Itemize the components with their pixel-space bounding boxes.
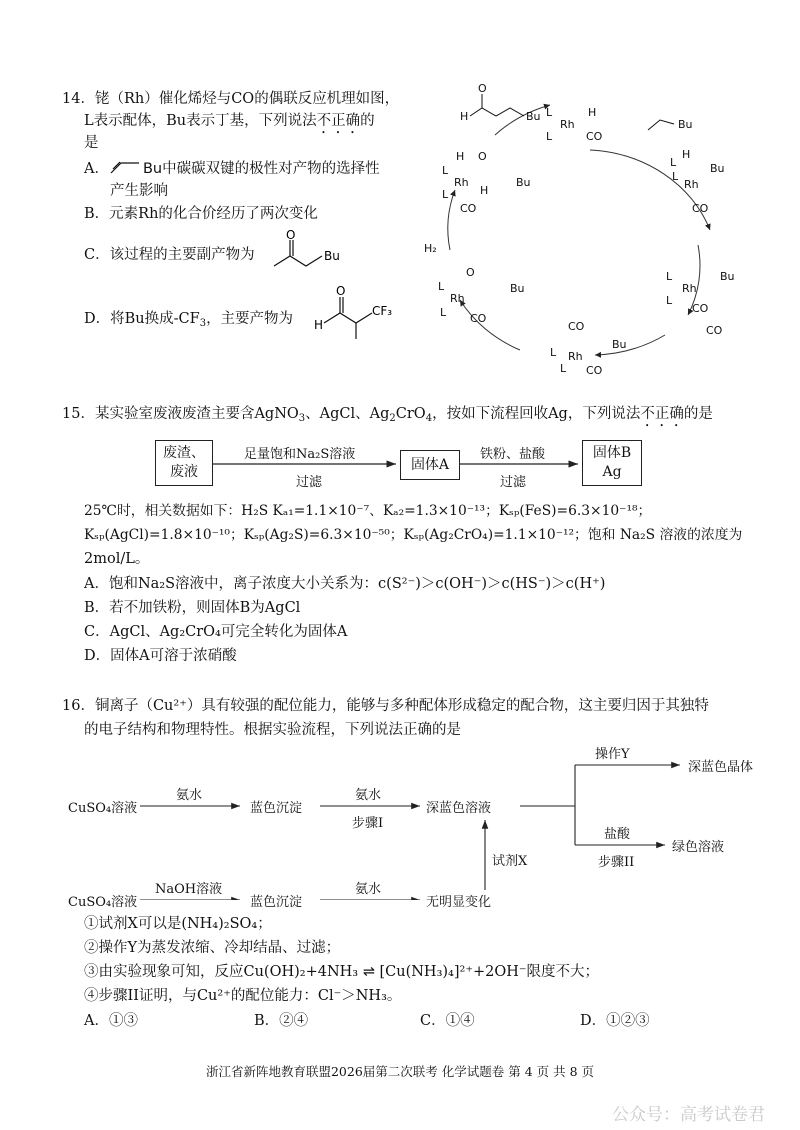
svg-text:L: L (670, 156, 677, 169)
q16-option-c: C．①④ (420, 1013, 475, 1029)
svg-text:Bu: Bu (678, 118, 693, 131)
svg-text:H: H (460, 110, 469, 123)
svg-text:Bu: Bu (720, 270, 735, 283)
branch-bottom-top: 盐酸 (604, 827, 631, 842)
svg-text:CO: CO (706, 324, 723, 337)
q14-stem-line3: 是 (84, 135, 99, 151)
reagent-x-label: 试剂X (492, 854, 528, 869)
svg-text:CO: CO (460, 202, 477, 215)
svg-text:L: L (442, 164, 449, 177)
branch-bottom-product: 绿色溶液 (672, 840, 725, 855)
q16-option-a: A．①③ (84, 1013, 138, 1029)
r2-cuso4: CuSO₄溶液 (68, 895, 138, 910)
svg-text:CO: CO (692, 302, 709, 315)
svg-text:O: O (466, 266, 475, 279)
q14-option-a-cont: 产生影响 (110, 183, 168, 199)
r2-arrow2-label: 氨水 (355, 882, 382, 897)
flow-box-solid-a: 固体A (400, 450, 460, 480)
q15-option-a: A．饱和Na₂S溶液中，离子浓度大小关系为：c(S²⁻)＞c(OH⁻)＞c(HS⁻)＞c(H⁺) (84, 576, 606, 592)
svg-text:Rh: Rh (450, 292, 465, 305)
r1-arrow2-bottom: 步骤I (352, 816, 384, 831)
branch-top-product: 深蓝色晶体 (688, 760, 754, 775)
r2-arrow1-label: NaOH溶液 (155, 882, 223, 897)
alkene-skeletal-icon (109, 159, 143, 175)
branch-bottom-bottom: 步骤II (598, 855, 635, 870)
r1-deep-blue-solution: 深蓝色溶液 (426, 801, 492, 816)
svg-text:Rh: Rh (454, 176, 469, 189)
q15-data-line3: 2mol/L。 (84, 551, 150, 567)
svg-text:L: L (550, 346, 557, 359)
svg-text:Bu: Bu (710, 162, 725, 175)
svg-text:L: L (438, 280, 445, 293)
svg-text:L: L (560, 362, 567, 375)
flow-arrow2-bottom: 过滤 (500, 475, 527, 490)
q16-statement-3: ③由实验现象可知，反应Cu(OH)₂+4NH₃ ⇌ [Cu(NH₃)₄]²⁺+2OH⁻限度不大； (84, 964, 600, 980)
svg-text:L: L (546, 106, 553, 119)
flow-arrow1-top: 足量饱和Na₂S溶液 (244, 447, 356, 462)
svg-text:H₂: H₂ (424, 242, 437, 255)
q16-stem-line2: 的电子结构和物理特性。根据实验流程，下列说法正确的是 (84, 722, 461, 738)
q14-option-a: A． Bu中碳碳双键的极性对产物的选择性 (84, 161, 380, 177)
flow-arrow2-top: 铁粉、盐酸 (480, 447, 546, 462)
svg-text:CO: CO (692, 202, 709, 215)
svg-text:Rh: Rh (560, 118, 575, 131)
q16-option-d: D．①②③ (580, 1013, 650, 1029)
q15-stem: 15．某实验室废液废渣主要含AgNO$_3$、AgCl、$Ag_2CrO_4$，按如下流程回收Ag，下列说法不正确的是 (62, 406, 713, 424)
flow-arrow1-bottom: 过滤 (296, 475, 323, 490)
branch-top-label: 操作Y (595, 747, 630, 762)
svg-text:L: L (442, 188, 449, 201)
svg-text:H: H (480, 184, 489, 197)
r2-blue-precipitate: 蓝色沉淀 (250, 895, 303, 910)
equilibrium-arrow-icon: ⇌ (362, 964, 375, 980)
svg-text:CO: CO (568, 320, 585, 333)
r1-blue-precipitate: 蓝色沉淀 (250, 801, 303, 816)
svg-text:CO: CO (586, 364, 603, 377)
flow-box-solid-b: 固体B Ag (582, 440, 642, 486)
svg-text:L: L (666, 294, 673, 307)
svg-text:H: H (588, 106, 597, 119)
svg-text:Bu: Bu (324, 249, 340, 263)
svg-text:Bu: Bu (612, 338, 627, 351)
svg-text:Bu: Bu (516, 176, 531, 189)
svg-text:L: L (546, 130, 553, 143)
watermark: 公众号：高考试卷君 (612, 1105, 765, 1125)
svg-text:H: H (682, 148, 691, 161)
svg-text:Bu: Bu (510, 282, 525, 295)
q16-statement-1: ①试剂X可以是(NH₄)₂SO₄； (84, 916, 272, 932)
q14-option-b: B．元素Rh的化合价经历了两次变化 (84, 206, 318, 222)
svg-text:Rh: Rh (684, 178, 699, 191)
svg-text:Bu: Bu (526, 110, 541, 123)
r1-arrow1-label: 氨水 (176, 788, 203, 803)
q14-option-c: C．该过程的主要副产物为 (84, 247, 255, 263)
q14-stem-line1: 14．铑（Rh）催化烯烃与CO的偶联反应机理如图， (62, 91, 400, 107)
svg-text:O: O (336, 285, 346, 298)
svg-text:Rh: Rh (568, 350, 583, 363)
svg-text:L: L (672, 170, 679, 183)
q16-statement-2: ②操作Y为蒸发浓缩、冷却结晶、过滤； (84, 940, 341, 956)
r1-cuso4: CuSO₄溶液 (68, 801, 138, 816)
svg-text:O: O (286, 230, 296, 242)
q16-statement-4: ④步骤II证明，与Cu²⁺的配位能力：Cl⁻＞NH₃。 (84, 988, 402, 1004)
svg-text:CO: CO (470, 312, 487, 325)
svg-text:L: L (440, 306, 447, 319)
svg-text:Rh: Rh (682, 282, 697, 295)
q15-data-line1: 25℃时，相关数据如下：H₂S Kₐ₁=1.1×10⁻⁷、Kₐ₂=1.3×10⁻¹³；Kₛₚ(FeS)=6.3×10⁻¹⁸； (84, 503, 652, 519)
q16-option-b: B．②④ (254, 1013, 309, 1029)
svg-text:H: H (456, 150, 465, 163)
r2-no-change: 无明显变化 (426, 895, 492, 910)
svg-text:O: O (478, 150, 487, 163)
svg-text:H: H (314, 318, 324, 332)
ketone-structure-icon (268, 230, 348, 274)
svg-text:CF₃: CF₃ (372, 304, 393, 318)
flow-box-waste: 废渣、 废液 (155, 440, 213, 486)
q15-option-b: B．若不加铁粉，则固体B为AgCl (84, 600, 301, 616)
rh-catalytic-cycle-diagram (420, 80, 760, 380)
r1-arrow2-top: 氨水 (355, 788, 382, 803)
q15-option-d: D．固体A可溶于浓硝酸 (84, 648, 237, 664)
q14-stem-line2: L表示配体，Bu表示丁基，下列说法不正确的 (84, 113, 375, 129)
svg-text:CO: CO (586, 130, 603, 143)
q15-option-c: C．AgCl、Ag₂CrO₄可完全转化为固体A (84, 624, 348, 640)
cf3-aldehyde-structure-icon (310, 285, 400, 345)
svg-text:L: L (666, 270, 673, 283)
svg-text:O: O (478, 82, 487, 95)
q15-data-line2: Kₛₚ(AgCl)=1.8×10⁻¹⁰；Kₛₚ(Ag₂S)=6.3×10⁻⁵⁰；Kₛₚ(Ag₂CrO₄)=1.1×10⁻¹²；饱和 Na₂S 溶液的浓度为 (84, 527, 743, 543)
q16-stem-line1: 16．铜离子（Cu²⁺）具有较强的配位能力，能够与多种配体形成稳定的配合物，这主要归因于其独特 (62, 698, 709, 714)
q14-option-d: D．将Bu换成$-CF_3$，主要产物为 (84, 311, 294, 329)
page-footer: 浙江省新阵地教育联盟2026届第二次联考 化学试题卷 第 4 页 共 8 页 (205, 1064, 595, 1079)
